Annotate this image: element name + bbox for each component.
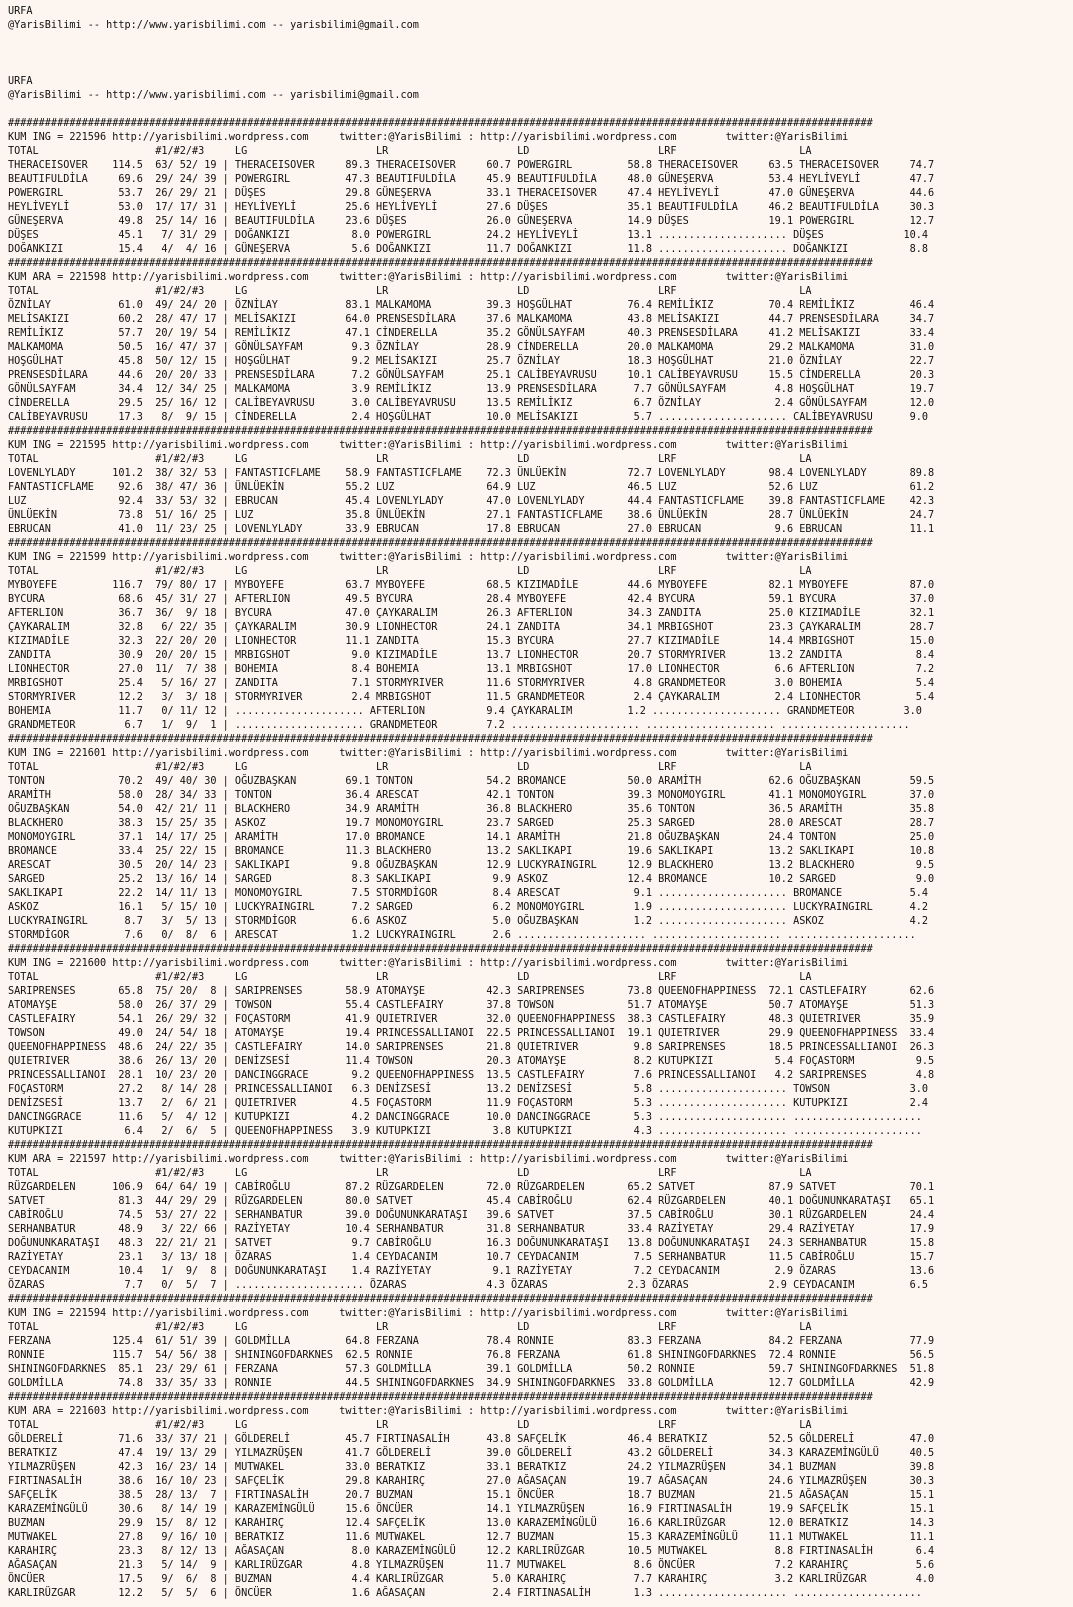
header-contact: @YarisBilimi -- http://www.yarisbilimi.com -- yarisbilimi@gmail.com (8, 90, 419, 101)
section-divider: ############################################################################################################################################# (8, 944, 873, 955)
table-row: THERACEISOVER 114.5 63/ 52/ 19 | THERACEISOVER 89.3 THERACEISOVER 60.7 POWERGIRL 58.8 THERACEISOVER 63.5 THERACEISOVER 74.7 (8, 160, 935, 171)
column-header-row: TOTAL #1/#2/#3 LG LR LD LRF LA (8, 1420, 812, 1431)
table-row: KUTUPKIZI 6.4 2/ 6/ 5 | QUEENOFHAPPINESS 3.9 KUTUPKIZI 3.8 KUTUPKIZI 4.3 ..................... ..................... (8, 1126, 922, 1137)
table-row: PRINCESSALLIANOI 28.1 10/ 23/ 20 | DANCINGGRACE 9.2 QUEENOFHAPPINESS 13.5 CASTLEFAIRY 7.6 PRINCESSALLIANOI 4.2 SARIPRENSES 4.8 (8, 1070, 935, 1081)
table-row: MRBIGSHOT 25.4 5/ 16/ 27 | ZANDITA 7.1 STORMYRIVER 11.6 STORMYRIVER 4.8 GRANDMETEOR 3.0 BOHEMIA 5.4 (8, 678, 935, 689)
table-row: LOVENLYLADY 101.2 38/ 32/ 53 | FANTASTICFLAME 58.9 FANTASTICFLAME 72.3 ÜNLÜEKİN 72.7 LOVENLYLADY 98.4 LOVENLYLADY 89.8 (8, 468, 935, 479)
race-header: KUM ARA = 221598 http://yarisbilimi.wordpress.com twitter:@YarisBilimi : http://yarisbilimi.wordpress.com twitter:@YarisBilimi (8, 272, 849, 283)
table-row: KARAHIRÇ 23.3 8/ 12/ 13 | AĞASAÇAN 8.0 KARAZEMİNGÜLÜ 12.2 KARLIRÜZGAR 10.5 MUTWAKEL 8.8 FIRTINASALİH 6.4 (8, 1546, 935, 1557)
table-row: SATVET 81.3 44/ 29/ 29 | RÜZGARDELEN 80.0 SATVET 45.4 CABİROĞLU 62.4 RÜZGARDELEN 40.1 DOĞUNUNKARATAŞI 65.1 (8, 1196, 935, 1207)
table-row: RAZİYETAY 23.1 3/ 13/ 18 | ÖZARAS 1.4 CEYDACANIM 10.7 CEYDACANIM 7.5 SERHANBATUR 11.5 CABİROĞLU 15.7 (8, 1252, 935, 1263)
table-row: TOWSON 49.0 24/ 54/ 18 | ATOMAYŞE 19.4 PRINCESSALLIANOI 22.5 PRINCESSALLIANOI 19.1 QUIETRIVER 29.9 QUEENOFHAPPINESS 33.4 (8, 1028, 935, 1039)
column-header-row: TOTAL #1/#2/#3 LG LR LD LRF LA (8, 146, 812, 157)
table-row: CİNDERELLA 29.5 25/ 16/ 12 | CALİBEYAVRUSU 3.0 CALİBEYAVRUSU 13.5 REMİLİKIZ 6.7 ÖZNİLAY 2.4 GÖNÜLSAYFAM 12.0 (8, 398, 935, 409)
section-divider: ############################################################################################################################################# (8, 258, 873, 269)
table-row: LIONHECTOR 27.0 11/ 7/ 38 | BOHEMIA 8.4 BOHEMIA 13.1 MRBIGSHOT 17.0 LIONHECTOR 6.6 AFTERLION 7.2 (8, 664, 935, 675)
section-divider: ############################################################################################################################################# (8, 118, 873, 129)
table-row: TONTON 70.2 49/ 40/ 30 | OĞUZBAŞKAN 69.1 TONTON 54.2 BROMANCE 50.0 ARAMİTH 62.6 OĞUZBAŞKAN 59.5 (8, 776, 935, 787)
table-row: FIRTINASALİH 38.6 16/ 10/ 23 | SAFÇELİK 29.8 KARAHIRÇ 27.0 AĞASAÇAN 19.7 AĞASAÇAN 24.6 YILMAZRÜŞEN 30.3 (8, 1476, 935, 1487)
table-row: ASKOZ 16.1 5/ 15/ 10 | LUCKYRAINGIRL 7.2 SARGED 6.2 MONOMOYGIRL 1.9 ..................... LUCKYRAINGIRL 4.2 (8, 902, 929, 913)
section-divider: ############################################################################################################################################# (8, 426, 873, 437)
table-row: RÜZGARDELEN 106.9 64/ 64/ 19 | CABİROĞLU 87.2 RÜZGARDELEN 72.0 RÜZGARDELEN 65.2 SATVET 87.9 SATVET 70.1 (8, 1182, 935, 1193)
table-row: GOLDMİLLA 74.8 33/ 35/ 33 | RONNIE 44.5 SHININGOFDARKNES 34.9 SHININGOFDARKNES 33.8 GOLDMİLLA 12.7 GOLDMİLLA 42.9 (8, 1378, 935, 1389)
section-divider: ############################################################################################################################################# (8, 1392, 873, 1403)
table-row: ARAMİTH 58.0 28/ 34/ 33 | TONTON 36.4 ARESCAT 42.1 TONTON 39.3 MONOMOYGIRL 41.1 MONOMOYGIRL 37.0 (8, 790, 935, 801)
table-row: BOHEMIA 11.7 0/ 11/ 12 | ..................... AFTERLION 9.4 ÇAYKARALIM 1.2 ..................... GRANDMETEOR 3.0 (8, 706, 922, 717)
column-header-row: TOTAL #1/#2/#3 LG LR LD LRF LA (8, 1322, 812, 1333)
race-header: KUM ING = 221595 http://yarisbilimi.wordpress.com twitter:@YarisBilimi : http://yarisbilimi.wordpress.com twitter:@YarisBilimi (8, 440, 849, 451)
race-header: KUM ING = 221601 http://yarisbilimi.wordpress.com twitter:@YarisBilimi : http://yarisbilimi.wordpress.com twitter:@YarisBilimi (8, 748, 849, 759)
race-tables (8, 117, 1073, 1601)
header-title: URFA (8, 6, 33, 17)
table-row: CASTLEFAIRY 54.1 26/ 29/ 32 | FOÇASTORM 41.9 QUIETRIVER 32.0 QUEENOFHAPPINESS 38.3 CASTLEFAIRY 48.3 QUIETRIVER 35.9 (8, 1014, 935, 1025)
table-row: BEAUTIFULDİLA 69.6 29/ 24/ 39 | POWERGIRL 47.3 BEAUTIFULDİLA 45.9 BEAUTIFULDİLA 48.0 GÜNEŞERVA 53.4 HEYLİVEYLİ 47.7 (8, 174, 935, 185)
column-header-row: TOTAL #1/#2/#3 LG LR LD LRF LA (8, 972, 812, 983)
table-row: GRANDMETEOR 6.7 1/ 9/ 1 | ..................... GRANDMETEOR 7.2 ..................... ..................... ..................... (8, 720, 910, 731)
table-row: DÜŞES 45.1 7/ 31/ 29 | DOĞANKIZI 8.0 POWERGIRL 24.2 HEYLİVEYLİ 13.1 ..................... DÜŞES 10.4 (8, 230, 929, 241)
table-row: EBRUCAN 41.0 11/ 23/ 25 | LOVENLYLADY 33.9 EBRUCAN 17.8 EBRUCAN 27.0 EBRUCAN 9.6 EBRUCAN 11.1 (8, 524, 935, 535)
race-header: KUM ARA = 221597 http://yarisbilimi.wordpress.com twitter:@YarisBilimi : http://yarisbilimi.wordpress.com twitter:@YarisBilimi (8, 1154, 849, 1165)
column-header-row: TOTAL #1/#2/#3 LG LR LD LRF LA (8, 762, 812, 773)
table-row: KARAZEMİNGÜLÜ 30.6 8/ 14/ 19 | KARAZEMİNGÜLÜ 15.6 ÖNCÜER 14.1 YILMAZRÜŞEN 16.9 FIRTINASALİH 19.9 SAFÇELİK 15.1 (8, 1504, 935, 1515)
table-row: AĞASAÇAN 21.3 5/ 14/ 9 | KARLIRÜZGAR 4.8 YILMAZRÜŞEN 11.7 MUTWAKEL 8.6 ÖNCÜER 7.2 KARAHIRÇ 5.6 (8, 1560, 935, 1571)
table-row: DOĞANKIZI 15.4 4/ 4/ 16 | GÜNEŞERVA 5.6 DOĞANKIZI 11.7 DOĞANKIZI 11.8 ..................... DOĞANKIZI 8.8 (8, 244, 929, 255)
table-row: ÜNLÜEKİN 73.8 51/ 16/ 25 | LUZ 35.8 ÜNLÜEKİN 27.1 FANTASTICFLAME 38.6 ÜNLÜEKİN 28.7 ÜNLÜEKİN 24.7 (8, 510, 935, 521)
table-row: DANCINGGRACE 11.6 5/ 4/ 12 | KUTUPKIZI 4.2 DANCINGGRACE 10.0 DANCINGGRACE 5.3 ..................... ..................... (8, 1112, 922, 1123)
table-row: FOÇASTORM 27.2 8/ 14/ 28 | PRINCESSALLIANOI 6.3 DENİZSESİ 13.2 DENİZSESİ 5.8 ..................... TOWSON 3.0 (8, 1084, 929, 1095)
table-row: HEYLİVEYLİ 53.0 17/ 17/ 31 | HEYLİVEYLİ 25.6 HEYLİVEYLİ 27.6 DÜŞES 35.1 BEAUTIFULDİLA 46.2 BEAUTIFULDİLA 30.3 (8, 202, 935, 213)
table-row: ÇAYKARALIM 32.8 6/ 22/ 35 | ÇAYKARALIM 30.9 LIONHECTOR 24.1 ZANDITA 34.1 MRBIGSHOT 23.3 ÇAYKARALIM 28.7 (8, 622, 935, 633)
table-row: GÖLDERELİ 71.6 33/ 37/ 21 | GÖLDERELİ 45.7 FIRTINASALİH 43.8 SAFÇELİK 46.4 BERATKIZ 52.5 GÖLDERELİ 47.0 (8, 1434, 935, 1445)
table-row: LUCKYRAINGIRL 8.7 3/ 5/ 13 | STORMDİGOR 6.6 ASKOZ 5.0 OĞUZBAŞKAN 1.2 ..................... ASKOZ 4.2 (8, 916, 929, 927)
table-row: REMİLİKIZ 57.7 20/ 19/ 54 | REMİLİKIZ 47.1 CİNDERELLA 35.2 GÖNÜLSAYFAM 40.3 PRENSESDİLARA 41.2 MELİSAKIZI 33.4 (8, 328, 935, 339)
table-row: ÖZNİLAY 61.0 49/ 24/ 20 | ÖZNİLAY 83.1 MALKAMOMA 39.3 HOŞGÜLHAT 76.4 REMİLİKIZ 70.4 REMİLİKIZ 46.4 (8, 300, 935, 311)
table-row: QUIETRIVER 38.6 26/ 13/ 20 | DENİZSESİ 11.4 TOWSON 20.3 ATOMAYŞE 8.2 KUTUPKIZI 5.4 FOÇASTORM 9.5 (8, 1056, 935, 1067)
column-header-row: TOTAL #1/#2/#3 LG LR LD LRF LA (8, 286, 812, 297)
table-row: ÖZARAS 7.7 0/ 5/ 7 | ..................... ÖZARAS 4.3 ÖZARAS 2.3 ÖZARAS 2.9 CEYDACANIM 6.5 (8, 1280, 929, 1291)
table-row: SHININGOFDARKNES 85.1 23/ 29/ 61 | FERZANA 57.3 GOLDMİLLA 39.1 GOLDMİLLA 50.2 RONNIE 59.7 SHININGOFDARKNES 51.8 (8, 1364, 935, 1375)
section-divider: ############################################################################################################################################# (8, 1140, 873, 1151)
header-contact: @YarisBilimi -- http://www.yarisbilimi.com -- yarisbilimi@gmail.com (8, 20, 419, 31)
table-row: BROMANCE 33.4 25/ 22/ 15 | BROMANCE 11.3 BLACKHERO 13.2 SAKLIKAPI 19.6 SAKLIKAPI 13.2 SAKLIKAPI 10.8 (8, 846, 935, 857)
section-divider: ############################################################################################################################################# (8, 734, 873, 745)
table-row: ÖNCÜER 17.5 9/ 6/ 8 | BUZMAN 4.4 KARLIRÜZGAR 5.0 KARAHIRÇ 7.7 KARAHIRÇ 3.2 KARLIRÜZGAR 4.0 (8, 1574, 935, 1585)
table-row: CEYDACANIM 10.4 1/ 9/ 8 | DOĞUNUNKARATAŞI 1.4 RAZİYETAY 9.1 RAZİYETAY 7.2 CEYDACANIM 2.9 ÖZARAS 13.6 (8, 1266, 935, 1277)
table-row: GÖNÜLSAYFAM 34.4 12/ 34/ 25 | MALKAMOMA 3.9 REMİLİKIZ 13.9 PRENSESDİLARA 7.7 GÖNÜLSAYFAM 4.8 HOŞGÜLHAT 19.7 (8, 384, 935, 395)
column-header-row: TOTAL #1/#2/#3 LG LR LD LRF LA (8, 1168, 812, 1179)
table-row: SAKLIKAPI 22.2 14/ 11/ 13 | MONOMOYGIRL 7.5 STORMDİGOR 8.4 ARESCAT 9.1 ..................... BROMANCE 5.4 (8, 888, 929, 899)
table-row: ATOMAYŞE 58.0 26/ 37/ 29 | TOWSON 55.4 CASTLEFAIRY 37.8 TOWSON 51.7 ATOMAYŞE 50.7 ATOMAYŞE 51.3 (8, 1000, 935, 1011)
table-row: POWERGIRL 53.7 26/ 29/ 21 | DÜŞES 29.8 GÜNEŞERVA 33.1 THERACEISOVER 47.4 HEYLİVEYLİ 47.0 GÜNEŞERVA 44.6 (8, 188, 935, 199)
table-row: ARESCAT 30.5 20/ 14/ 23 | SAKLIKAPI 9.8 OĞUZBAŞKAN 12.9 LUCKYRAINGIRL 12.9 BLACKHERO 13.2 BLACKHERO 9.5 (8, 860, 935, 871)
section-divider: ############################################################################################################################################# (8, 538, 873, 549)
table-row: SARGED 25.2 13/ 16/ 14 | SARGED 8.3 SAKLIKAPI 9.9 ASKOZ 12.4 BROMANCE 10.2 SARGED 9.0 (8, 874, 935, 885)
column-header-row: TOTAL #1/#2/#3 LG LR LD LRF LA (8, 454, 812, 465)
race-header: KUM ARA = 221603 http://yarisbilimi.wordpress.com twitter:@YarisBilimi : http://yarisbilimi.wordpress.com twitter:@YarisBilimi (8, 1406, 849, 1417)
table-row: PRENSESDİLARA 44.6 20/ 20/ 33 | PRENSESDİLARA 7.2 GÖNÜLSAYFAM 25.1 CALİBEYAVRUSU 10.1 CALİBEYAVRUSU 15.5 CİNDERELLA 20.3 (8, 370, 935, 381)
table-row: BYCURA 68.6 45/ 31/ 27 | AFTERLION 49.5 BYCURA 28.4 MYBOYEFE 42.4 BYCURA 59.1 BYCURA 37.0 (8, 594, 935, 605)
table-row: KIZIMADİLE 32.3 22/ 20/ 20 | LIONHECTOR 11.1 ZANDITA 15.3 BYCURA 27.7 KIZIMADİLE 14.4 MRBIGSHOT 15.0 (8, 636, 935, 647)
table-row: HOŞGÜLHAT 45.8 50/ 12/ 15 | HOŞGÜLHAT 9.2 MELİSAKIZI 25.7 ÖZNİLAY 18.3 HOŞGÜLHAT 21.0 ÖZNİLAY 22.7 (8, 356, 935, 367)
table-row: CALİBEYAVRUSU 17.3 8/ 9/ 15 | CİNDERELLA 2.4 HOŞGÜLHAT 10.0 MELİSAKIZI 5.7 ..................... CALİBEYAVRUSU 9.0 (8, 412, 929, 423)
table-row: STORMYRIVER 12.2 3/ 3/ 18 | STORMYRIVER 2.4 MRBIGSHOT 11.5 GRANDMETEOR 2.4 ÇAYKARALIM 2.4 LIONHECTOR 5.4 (8, 692, 935, 703)
table-row: YILMAZRÜŞEN 42.3 16/ 23/ 14 | MUTWAKEL 33.0 BERATKIZ 33.1 BERATKIZ 24.2 YILMAZRÜŞEN 34.1 BUZMAN 39.8 (8, 1462, 935, 1473)
header-title: URFA (8, 76, 33, 87)
table-row: DENİZSESİ 13.7 2/ 6/ 21 | QUIETRIVER 4.5 FOÇASTORM 11.9 FOÇASTORM 5.3 ..................... KUTUPKIZI 2.4 (8, 1098, 929, 1109)
table-row: MYBOYEFE 116.7 79/ 80/ 17 | MYBOYEFE 63.7 MYBOYEFE 68.5 KIZIMADİLE 44.6 MYBOYEFE 82.1 MYBOYEFE 87.0 (8, 580, 935, 591)
race-header: KUM ING = 221599 http://yarisbilimi.wordpress.com twitter:@YarisBilimi : http://yarisbilimi.wordpress.com twitter:@YarisBilimi (8, 552, 849, 563)
table-row: MELİSAKIZI 60.2 28/ 47/ 17 | MELİSAKIZI 64.0 PRENSESDİLARA 37.6 MALKAMOMA 43.8 MELİSAKIZI 44.7 PRENSESDİLARA 34.7 (8, 314, 935, 325)
table-row: DOĞUNUNKARATAŞI 48.3 22/ 21/ 21 | SATVET 9.7 CABİROĞLU 16.3 DOĞUNUNKARATAŞI 13.8 DOĞUNUNKARATAŞI 24.3 SERHANBATUR 15.8 (8, 1238, 935, 1249)
section-divider: ############################################################################################################################################# (8, 1294, 873, 1305)
table-row: MALKAMOMA 50.5 16/ 47/ 37 | GÖNÜLSAYFAM 9.3 ÖZNİLAY 28.9 CİNDERELLA 20.0 MALKAMOMA 29.2 MALKAMOMA 31.0 (8, 342, 935, 353)
table-row: CABİROĞLU 74.5 53/ 27/ 22 | SERHANBATUR 39.0 DOĞUNUNKARATAŞI 39.6 SATVET 37.5 CABİROĞLU 30.1 RÜZGARDELEN 24.4 (8, 1210, 935, 1221)
table-row: OĞUZBAŞKAN 54.0 42/ 21/ 11 | BLACKHERO 34.9 ARAMİTH 36.8 BLACKHERO 35.6 TONTON 36.5 ARAMİTH 35.8 (8, 804, 935, 815)
table-row: BERATKIZ 47.4 19/ 13/ 29 | YILMAZRÜŞEN 41.7 GÖLDERELİ 39.0 GÖLDERELİ 43.2 GÖLDERELİ 34.3 KARAZEMİNGÜLÜ 40.5 (8, 1448, 935, 1459)
table-row: KARLIRÜZGAR 12.2 5/ 5/ 6 | ÖNCÜER 1.6 AĞASAÇAN 2.4 FIRTINASALİH 1.3 ..................... ..................... (8, 1588, 922, 1599)
race-header: KUM ING = 221596 http://yarisbilimi.wordpress.com twitter:@YarisBilimi : http://yarisbilimi.wordpress.com twitter:@YarisBilimi (8, 132, 849, 143)
race-header: KUM ING = 221600 http://yarisbilimi.wordpress.com twitter:@YarisBilimi : http://yarisbilimi.wordpress.com twitter:@YarisBilimi (8, 958, 849, 969)
table-row: SARIPRENSES 65.8 75/ 20/ 8 | SARIPRENSES 58.9 ATOMAYŞE 42.3 SARIPRENSES 73.8 QUEENOFHAPPINESS 72.1 CASTLEFAIRY 62.6 (8, 986, 935, 997)
table-row: RONNIE 115.7 54/ 56/ 38 | SHININGOFDARKNES 62.5 RONNIE 76.8 FERZANA 61.8 SHININGOFDARKNES 72.4 RONNIE 56.5 (8, 1350, 935, 1361)
table-row: GÜNEŞERVA 49.8 25/ 14/ 16 | BEAUTIFULDİLA 23.6 DÜŞES 26.0 GÜNEŞERVA 14.9 DÜŞES 19.1 POWERGIRL 12.7 (8, 216, 935, 227)
table-row: AFTERLION 36.7 36/ 9/ 18 | BYCURA 47.0 ÇAYKARALIM 26.3 AFTERLION 34.3 ZANDITA 25.0 KIZIMADİLE 32.1 (8, 608, 935, 619)
table-row: SERHANBATUR 48.9 3/ 22/ 66 | RAZİYETAY 10.4 SERHANBATUR 31.8 SERHANBATUR 33.4 RAZİYETAY 29.4 RAZİYETAY 17.9 (8, 1224, 935, 1235)
table-row: BUZMAN 29.9 15/ 8/ 12 | KARAHIRÇ 12.4 SAFÇELİK 13.0 KARAZEMİNGÜLÜ 16.6 KARLIRÜZGAR 12.0 BERATKIZ 14.3 (8, 1518, 935, 1529)
table-row: LUZ 92.4 33/ 53/ 32 | EBRUCAN 45.4 LOVENLYLADY 47.0 LOVENLYLADY 44.4 FANTASTICFLAME 39.8 FANTASTICFLAME 42.3 (8, 496, 935, 507)
table-row: BLACKHERO 38.3 15/ 25/ 35 | ASKOZ 19.7 MONOMOYGIRL 23.7 SARGED 25.3 SARGED 28.0 ARESCAT 28.7 (8, 818, 935, 829)
race-header: KUM ING = 221594 http://yarisbilimi.wordpress.com twitter:@YarisBilimi : http://yarisbilimi.wordpress.com twitter:@YarisBilimi (8, 1308, 849, 1319)
table-row: STORMDİGOR 7.6 0/ 8/ 6 | ARESCAT 1.2 LUCKYRAINGIRL 2.6 ..................... ..................... ..................... (8, 930, 916, 941)
table-row: MONOMOYGIRL 37.1 14/ 17/ 25 | ARAMİTH 17.0 BROMANCE 14.1 ARAMİTH 21.8 OĞUZBAŞKAN 24.4 TONTON 25.0 (8, 832, 935, 843)
table-row: FERZANA 125.4 61/ 51/ 39 | GOLDMİLLA 64.8 FERZANA 78.4 RONNIE 83.3 FERZANA 84.2 FERZANA 77.9 (8, 1336, 935, 1347)
table-row: SAFÇELİK 38.5 28/ 13/ 7 | FIRTINASALİH 20.7 BUZMAN 15.1 ÖNCÜER 18.7 BUZMAN 21.5 AĞASAÇAN 15.1 (8, 1490, 935, 1501)
table-row: ZANDITA 30.9 20/ 20/ 15 | MRBIGSHOT 9.0 KIZIMADİLE 13.7 LIONHECTOR 20.7 STORMYRIVER 13.2 ZANDITA 8.4 (8, 650, 935, 661)
table-row: QUEENOFHAPPINESS 48.6 24/ 22/ 35 | CASTLEFAIRY 14.0 SARIPRENSES 21.8 QUIETRIVER 9.8 SARIPRENSES 18.5 PRINCESSALLIANOI 26.3 (8, 1042, 935, 1053)
table-row: MUTWAKEL 27.8 9/ 16/ 10 | BERATKIZ 11.6 MUTWAKEL 12.7 BUZMAN 15.3 KARAZEMİNGÜLÜ 11.1 MUTWAKEL 11.1 (8, 1532, 935, 1543)
table-row: FANTASTICFLAME 92.6 38/ 47/ 36 | ÜNLÜEKİN 55.2 LUZ 64.9 LUZ 46.5 LUZ 52.6 LUZ 61.2 (8, 482, 935, 493)
column-header-row: TOTAL #1/#2/#3 LG LR LD LRF LA (8, 566, 812, 577)
